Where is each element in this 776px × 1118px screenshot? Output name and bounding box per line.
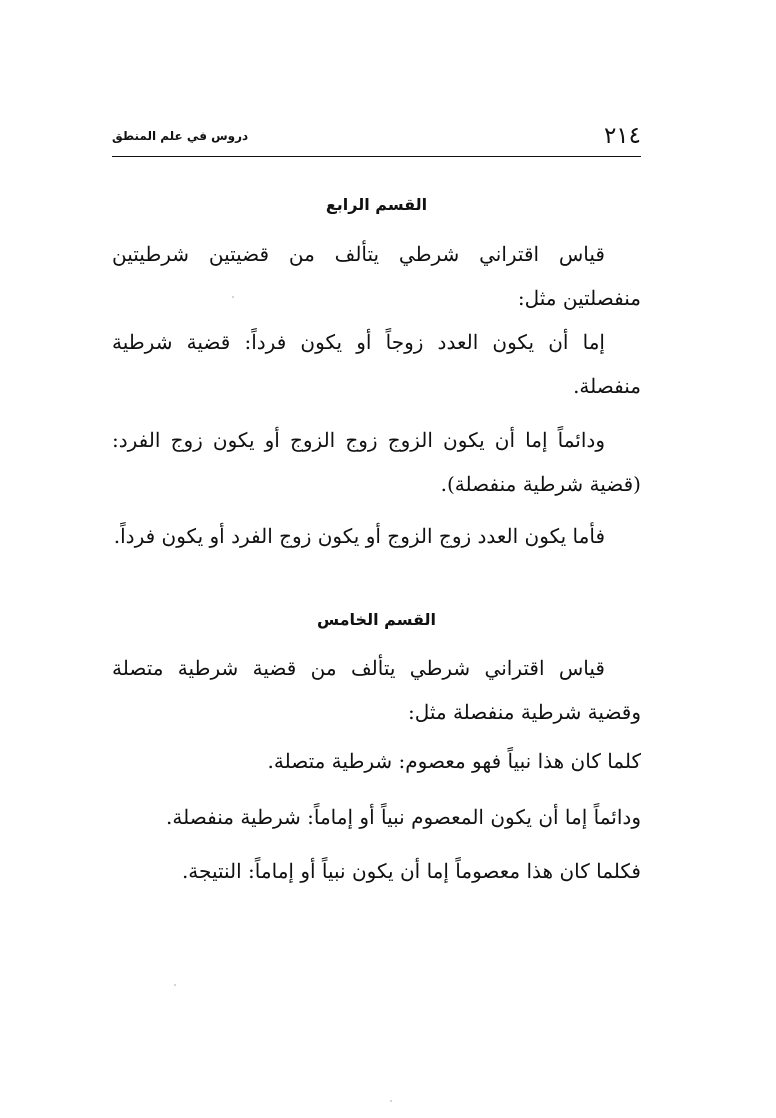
example-line: فكلما كان هذا معصوماً إما أن يكون نبياً أو إماماً: النتيجة.	[181, 859, 641, 883]
paragraph-definition-fourth: قياس اقتراني شرطي يتألف من قضيتين شرطيتين منفصلتين مثل:	[112, 242, 641, 310]
book-title: دروس في علم المنطق	[112, 129, 249, 143]
paragraph-conclusion: فأما يكون العدد زوج الزوج أو يكون زوج الفرد أو يكون فرداً.	[113, 524, 605, 548]
scan-speck	[174, 984, 176, 986]
section-heading-fourth: القسم الرابع	[325, 195, 428, 214]
scan-speck	[232, 296, 234, 298]
header-rule	[112, 156, 641, 157]
page-number: ٢١٤	[603, 123, 641, 149]
running-head	[112, 118, 641, 154]
scan-speck	[390, 1100, 392, 1102]
paragraph-definition-fifth: قياس اقتراني شرطي يتألف من قضية شرطية متصلة وقضية شرطية منفصلة مثل:	[112, 656, 641, 724]
example-line: ودائماً إما أن يكون المعصوم نبياً أو إماماً: شرطية منفصلة.	[166, 805, 641, 829]
example-line: كلما كان هذا نبياً فهو معصوم: شرطية متصلة.	[267, 749, 641, 773]
paragraph-premise-two: ودائماً إما أن يكون الزوج زوج الزوج أو يكون زوج الفرد: (قضية شرطية منفصلة).	[112, 428, 641, 496]
section-heading-fifth: القسم الخامس	[317, 610, 436, 629]
paragraph-premise-one: إما أن يكون العدد زوجاً أو يكون فرداً: قضية شرطية منفصلة.	[112, 330, 641, 398]
